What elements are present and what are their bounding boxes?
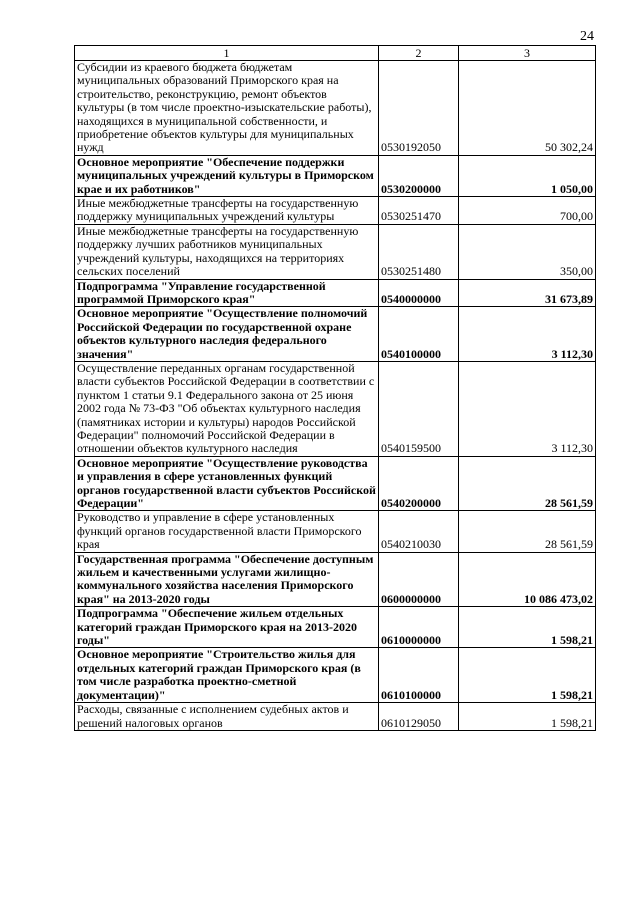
table-row	[75, 703, 596, 731]
budget-table	[74, 45, 596, 731]
row-name-cell: Иные межбюджетные трансферты на государственную поддержку муниципальных учреждений культуры	[75, 197, 379, 225]
row-amount-cell: 3 112,30	[459, 361, 596, 456]
row-code-cell: 0600000000	[379, 552, 459, 607]
table-row	[75, 511, 596, 552]
table-row	[75, 155, 596, 196]
row-name-cell: Основное мероприятие "Осуществление руководства и управления в сфере установленных функций органов государственной власти субъектов Российской Федерации"	[75, 456, 379, 511]
row-name-cell: Руководство и управление в сфере установленных функций органов государственной власти Приморского края	[75, 511, 379, 552]
row-amount-cell: 700,00	[459, 197, 596, 225]
row-amount-cell: 28 561,59	[459, 456, 596, 511]
row-code-cell: 0530251480	[379, 224, 459, 279]
row-amount-cell: 28 561,59	[459, 511, 596, 552]
table-row	[75, 197, 596, 225]
table-header-row	[75, 46, 596, 61]
row-name-cell: Основное мероприятие "Строительство жилья для отдельных категорий граждан Приморского края (в том числе разработка проектно-сметной документации)"	[75, 648, 379, 703]
row-name-cell: Иные межбюджетные трансферты на государственную поддержку лучших работников муниципальных учреждений культуры, находящихся на территориях сельских поселений	[75, 224, 379, 279]
page-number: 24	[580, 29, 594, 44]
row-amount-cell: 1 598,21	[459, 703, 596, 731]
table-row	[75, 224, 596, 279]
row-name-cell: Осуществление переданных органам государственной власти субъектов Российской Федерации в соответствии с пунктом 1 статьи 9.1 Федерального закона от 25 июня 2002 года № 73-ФЗ "Об объектах культурного наследия (памятниках истории и культуры) народов Российской Федерации" полномочий Российской Федерации в отношении объектов культурного наследия	[75, 361, 379, 456]
row-name-cell: Субсидии из краевого бюджета бюджетам муниципальных образований Приморского края на строительство, реконструкцию, ремонт объектов культуры (в том числе проектно-изыскательские работы), находящихся в муниципальной собственности, и приобретение объектов культуры для муниципальных нужд	[75, 61, 379, 156]
row-code-cell: 0540210030	[379, 511, 459, 552]
table-row	[75, 648, 596, 703]
row-code-cell: 0540000000	[379, 279, 459, 307]
row-name-cell: Расходы, связанные с исполнением судебных актов и решений налоговых органов	[75, 703, 379, 731]
table-row	[75, 456, 596, 511]
row-name-cell: Подпрограмма "Управление государственной программой Приморского края"	[75, 279, 379, 307]
row-code-cell: 0530200000	[379, 155, 459, 196]
row-code-cell: 0610100000	[379, 648, 459, 703]
table-row	[75, 361, 596, 456]
column-header-2: 2	[379, 46, 459, 61]
row-code-cell: 0540200000	[379, 456, 459, 511]
row-amount-cell: 31 673,89	[459, 279, 596, 307]
row-amount-cell: 1 598,21	[459, 607, 596, 648]
column-header-3: 3	[459, 46, 596, 61]
row-name-cell: Подпрограмма "Обеспечение жильем отдельных категорий граждан Приморского края на 2013-2020 годы"	[75, 607, 379, 648]
table-row	[75, 307, 596, 362]
table-row	[75, 552, 596, 607]
row-amount-cell: 50 302,24	[459, 61, 596, 156]
row-amount-cell: 3 112,30	[459, 307, 596, 362]
row-code-cell: 0610000000	[379, 607, 459, 648]
table-row	[75, 279, 596, 307]
table-row	[75, 61, 596, 156]
row-amount-cell: 10 086 473,02	[459, 552, 596, 607]
row-amount-cell: 350,00	[459, 224, 596, 279]
row-amount-cell: 1 050,00	[459, 155, 596, 196]
row-code-cell: 0530192050	[379, 61, 459, 156]
row-name-cell: Основное мероприятие "Осуществление полномочий Российской Федерации по государственной охране объектов культурного наследия федерального значения"	[75, 307, 379, 362]
row-code-cell: 0610129050	[379, 703, 459, 731]
row-amount-cell: 1 598,21	[459, 648, 596, 703]
row-code-cell: 0530251470	[379, 197, 459, 225]
row-code-cell: 0540100000	[379, 307, 459, 362]
column-header-1: 1	[75, 46, 379, 61]
row-name-cell: Основное мероприятие "Обеспечение поддержки муниципальных учреждений культуры в Приморском крае и их работников"	[75, 155, 379, 196]
row-name-cell: Государственная программа "Обеспечение доступным жильем и качественными услугами жилищно-коммунального хозяйства населения Приморского края" на 2013-2020 годы	[75, 552, 379, 607]
table-row	[75, 607, 596, 648]
row-code-cell: 0540159500	[379, 361, 459, 456]
